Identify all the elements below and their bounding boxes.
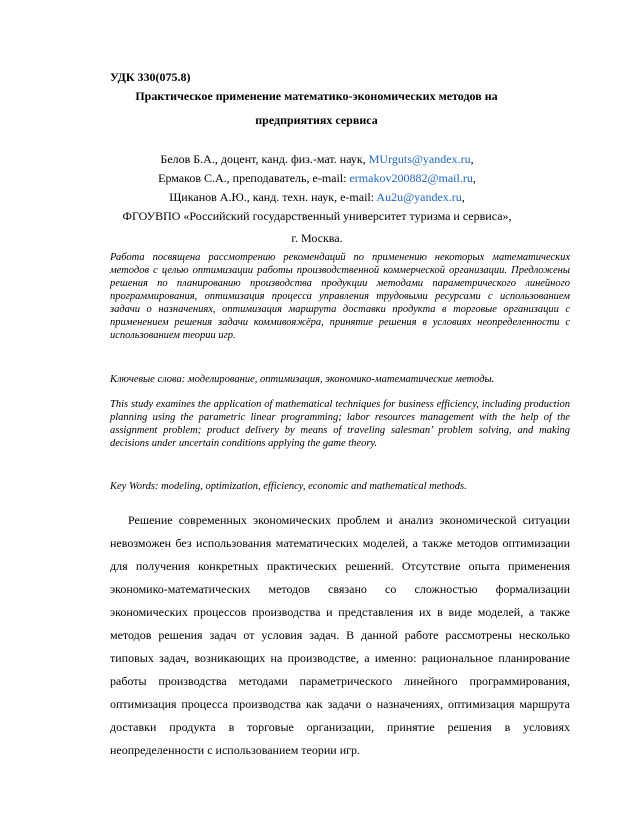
author-1-email[interactable]: MUrguts@yandex.ru [368, 152, 471, 166]
author-line-1 [0, 152, 634, 166]
abstract-en: This study examines the application of mathematical techniques for business efficiency, including production planning using the parametric linear programming; labor resources management with the help of the assignment problem; product delivery by means of traveling salesman’ problem solving, and making decisions under uncertain conditions applying the game theory. [110, 399, 570, 449]
author-line-2 [0, 171, 634, 185]
author-3-info: Щиканов А.Ю., канд. техн. наук, e-mail: [169, 190, 377, 204]
keywords-ru: Ключевые слова: моделирование, оптимизация, экономико-математические методы. [110, 374, 495, 385]
paper-title: Практическое применение математико-экономических методов на предприятиях сервиса [135, 89, 498, 127]
author-2-email[interactable]: ermakov200882@mail.ru [349, 171, 473, 185]
keywords-en: Key Words: modeling, optimization, efficiency, economic and mathematical methods. [110, 481, 467, 492]
author-line-3 [0, 190, 634, 204]
body-paragraph: Решение современных экономических проблем и анализ экономической ситуации невозможен без использования математических моделей, а также методов оптимизации для получения конкретных практических решений. Отсутствие опыта применения экономико-математических методов связано со сложностью формализации экономических процессов производства и представления их в виде моделей, а также методов решения задач от условия задач. В данной работе рассмотрены несколько типовых задач, возникающих на производстве, а именно: рациональное планирование работы производства методами параметрического линейного программирования, оптимизация процесса производства как задачи о назначениях, оптимизация маршрута доставки продукта в торговые организации, принятие решения в условиях неопределенности с использованием теории игр. [110, 513, 570, 757]
abstract-ru: Работа посвящена рассмотрению рекомендаций по применению некоторых математических методов с целью оптимизации работы производственной коммерческой организации. Предложены решения по планированию производства продукции методами параметрического линейного программирования, оптимизация процесса управления трудовыми ресурсами с использованием задачи о назначениях, оптимизация маршрута доставки продукта в торговые организации с применением решения задачи коммивояжёра, принятие решения в условиях неопределенности с использованием теории игр. [110, 252, 570, 341]
author-3-suffix: , [461, 190, 465, 204]
author-1-info: Белов Б.А., доцент, канд. физ.-мат. наук, [160, 152, 369, 166]
author-2-suffix: , [472, 171, 476, 185]
author-1-suffix: , [470, 152, 474, 166]
author-2-info: Ермаков С.А., преподаватель, e-mail: [158, 171, 350, 185]
affiliation: ФГОУВПО «Российский государственный университет туризма и сервиса», [122, 209, 512, 223]
author-3-email[interactable]: Au2u@yandex.ru [376, 190, 462, 204]
udk-code: УДК 330(075.8) [110, 70, 191, 84]
city: г. Москва. [291, 231, 343, 245]
